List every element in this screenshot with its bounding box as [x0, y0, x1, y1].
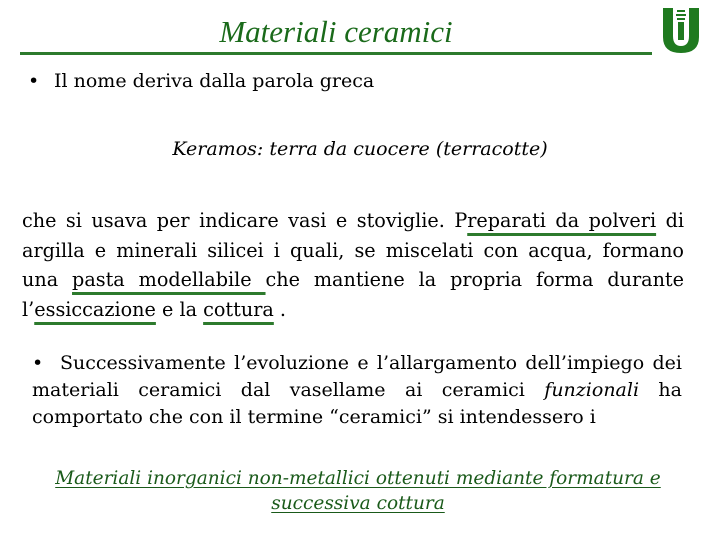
paragraph-text: che mantiene la propria forma durante l’ [22, 268, 684, 321]
emphasis-functional: funzionali [544, 379, 640, 401]
bullet-marker: • [32, 352, 44, 374]
bullet-origin [28, 70, 374, 92]
paragraph-text: di argilla e minerali silicei i quali, se miscelati con acqua, formano una [22, 209, 684, 291]
paragraph-description [22, 206, 684, 324]
bullet-evolution-text: Successivamente l’evoluzione e l’allargamento dell’impiego dei materiali ceramici dal vasellame ai ceramici [32, 352, 682, 401]
paragraph-text: e la [155, 297, 204, 321]
underlined-drying: essiccazione [34, 297, 156, 321]
keramos-definition: Keramos: terra da cuocere (terracotte) [172, 138, 548, 160]
bullet-evolution [32, 350, 682, 431]
underlined-firing: cottura [203, 297, 274, 321]
ceramics-definition: Materiali inorganici non-metallici ottenuti mediante formatura e successiva cottura [55, 468, 661, 514]
title-divider [20, 52, 652, 55]
underlined-powders: reparati da polveri [467, 209, 657, 232]
bullet-origin-text: Il nome deriva dalla parola greca [54, 70, 375, 92]
bullet-evolution-text: ha comportato che con il termine “ceramici” si intendessero i [32, 379, 682, 428]
university-logo-icon [660, 6, 702, 54]
paragraph-text: che si usava per indicare vasi e stoviglie. P [22, 209, 468, 232]
underlined-paste: pasta modellabile [72, 268, 266, 291]
bullet-marker: • [28, 70, 40, 92]
slide-title: Materiali ceramici [219, 14, 453, 49]
paragraph-text: . [273, 297, 287, 321]
